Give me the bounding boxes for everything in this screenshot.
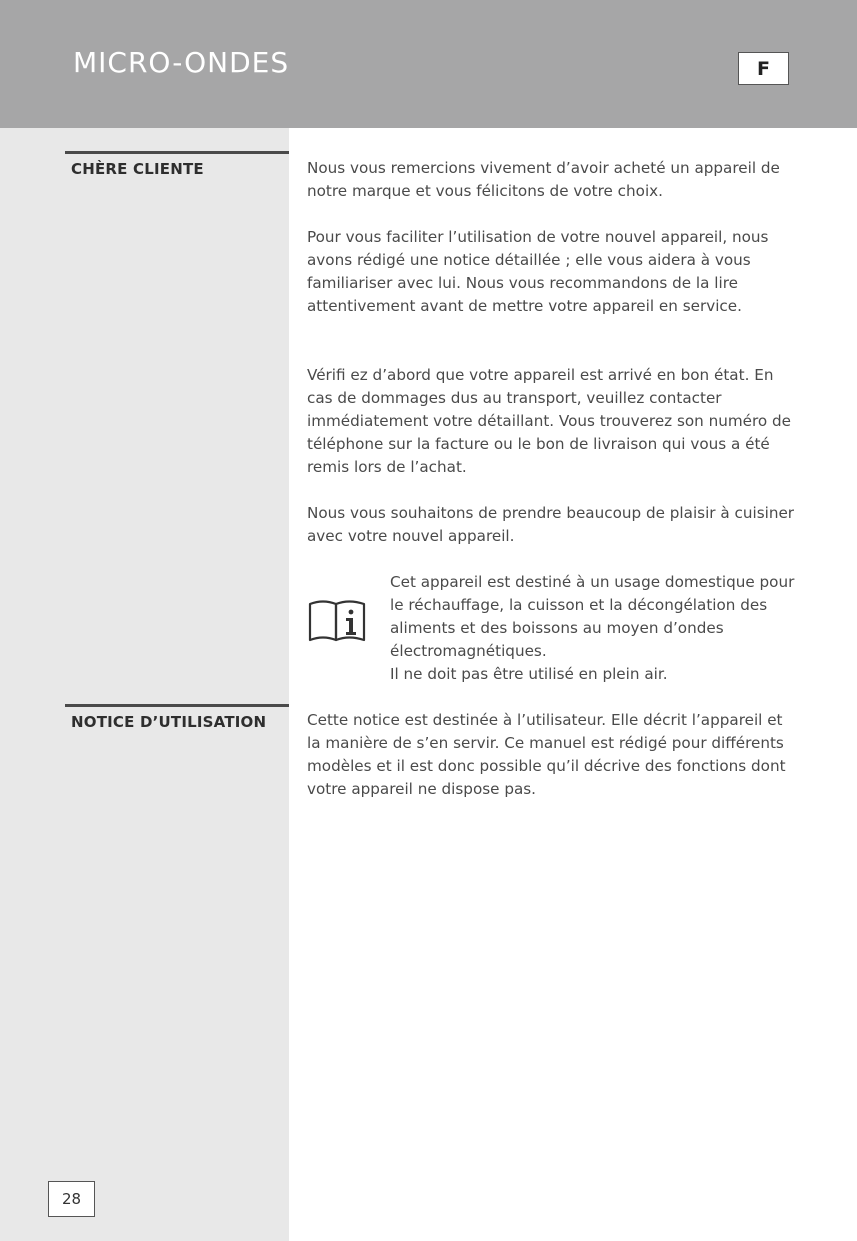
- info-note-text-2: Il ne doit pas être utilisé en plein air.: [390, 665, 668, 683]
- paragraph-check-condition: Vérifi ez d’abord que votre appareil est arrivé en bon état. En cas de dommages dus au transport, veuillez contacter immédiatement votre détaillant. Vous trouverez son numéro de téléphone sur la facture ou le bon de livraison qui vous a été remis lors de l’achat.: [307, 366, 792, 476]
- section-heading-notice: NOTICE D’UTILISATION: [65, 704, 289, 731]
- info-note-text: Cet appareil est destiné à un usage domestique pour le réchauffage, la cuisson et la décongélation des aliments et des boissons au moyen d’ondes électromagnétiques.: [390, 573, 795, 660]
- manual-info-icon: [307, 598, 367, 642]
- paragraph-enjoy: Nous vous souhaitons de prendre beaucoup de plaisir à cuisiner avec votre nouvel appareil.: [307, 504, 795, 545]
- paragraph-thanks: Nous vous remercions vivement d’avoir acheté un appareil de notre marque et vous félicitons de votre choix.: [307, 159, 780, 200]
- section-heading-chere-cliente: CHÈRE CLIENTE: [65, 151, 289, 178]
- paragraph-notice-intro: Pour vous faciliter l’utilisation de votre nouvel appareil, nous avons rédigé une notice détaillée ; elle vous aidera à vous familiariser avec lui. Nous vous recommandons de la lire attentivement avant de mettre votre appareil en service.: [307, 228, 769, 315]
- page-number: 28: [48, 1181, 95, 1217]
- info-note: [390, 571, 800, 686]
- paragraph-notice-description: Cette notice est destinée à l’utilisateur. Elle décrit l’appareil et la manière de s’en servir. Ce manuel est rédigé pour différents modèles et il est donc possible qu’il décrive des fonctions dont votre appareil ne dispose pas.: [307, 711, 786, 798]
- page-header: [0, 0, 857, 128]
- page-title: MICRO-ONDES: [73, 46, 290, 79]
- language-badge: F: [738, 52, 789, 85]
- left-margin-column: [0, 128, 289, 1241]
